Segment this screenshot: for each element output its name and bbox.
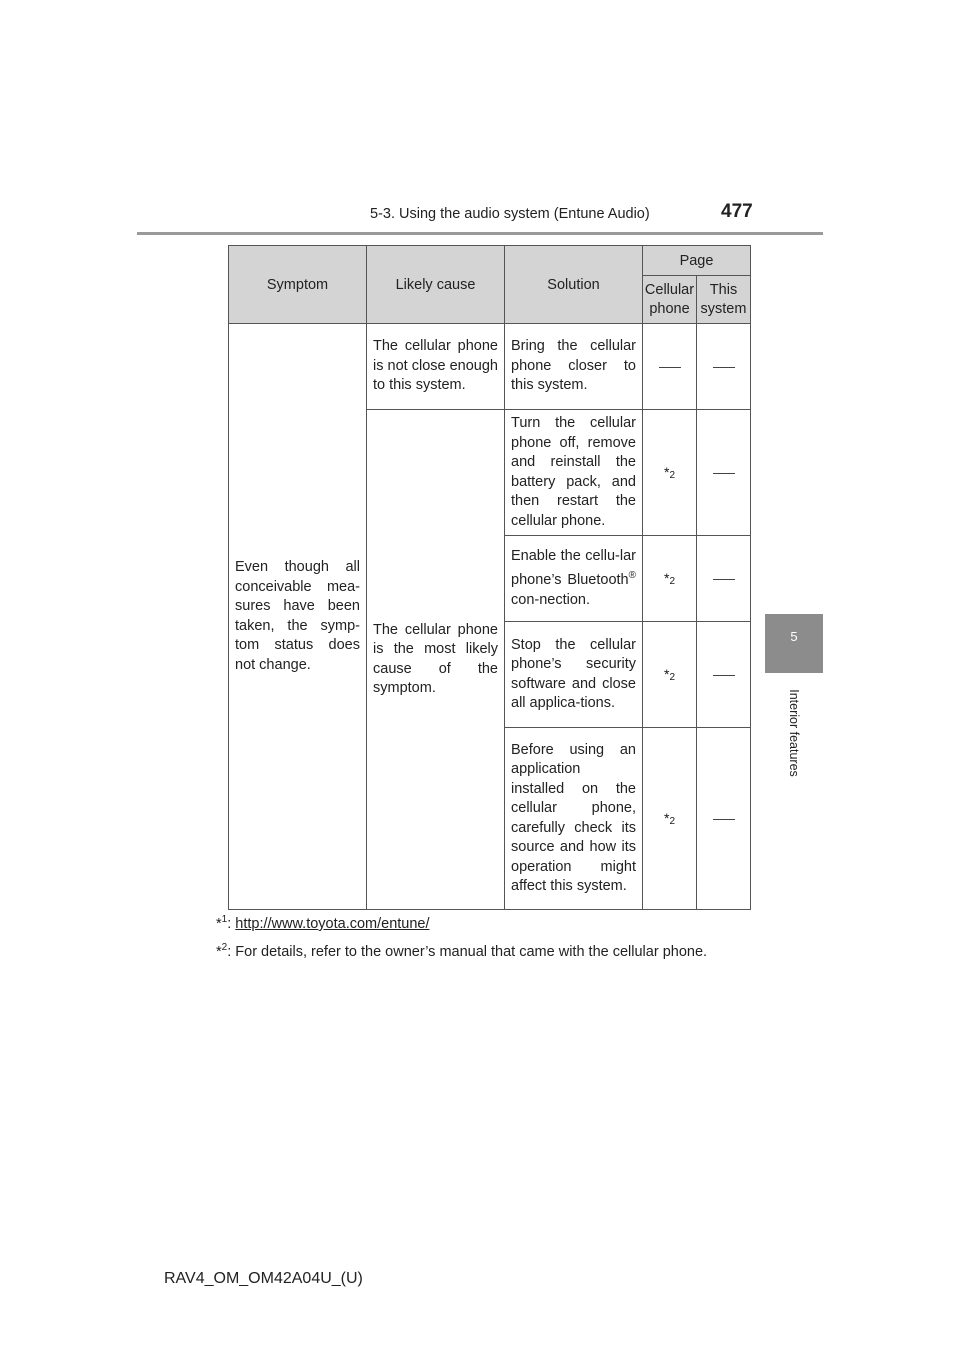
header-divider <box>137 232 823 235</box>
solution-cell-1: Bring the cellular phone closer to this system. <box>505 324 643 410</box>
footnote-ref: $*_2$ <box>663 810 675 827</box>
header-solution: Solution <box>505 246 643 324</box>
footnote-2: *$^2$: For details, refer to the owner’s manual that came with the cellular phone. <box>216 942 708 960</box>
cellular-page-3 <box>643 536 697 622</box>
footnote-1: *$^1$: http://www.toyota.com/entune/ <box>216 914 430 932</box>
header-page: Page <box>643 246 751 276</box>
cellular-page-1 <box>643 324 697 410</box>
system-page-2 <box>697 410 751 536</box>
header-likely-cause: Likely cause <box>367 246 505 324</box>
dash-mark <box>713 367 735 368</box>
chapter-label: Interior features <box>787 689 801 777</box>
cellular-page-5 <box>643 728 697 910</box>
footnote-ref: $*_2$ <box>663 666 675 683</box>
chapter-label-wrap <box>786 678 802 788</box>
section-title: 5-3. Using the audio system (Entune Audio) <box>370 206 650 222</box>
symptom-cell: Even though all conceivable mea-sures have been taken, the symp-tom status does not change. <box>229 324 367 910</box>
footnote-ref: $*_2$ <box>663 570 675 587</box>
document-code: RAV4_OM_OM42A04U_(U) <box>164 1270 363 1287</box>
system-page-4 <box>697 622 751 728</box>
dash-mark <box>713 819 735 820</box>
troubleshooting-table <box>228 245 751 910</box>
cellular-page-4 <box>643 622 697 728</box>
solution-cell-2: Turn the cellular phone off, remove and reinstall the battery pack, and then restart the cellular phone. <box>505 410 643 536</box>
page-number: 477 <box>721 201 753 222</box>
dash-mark <box>713 473 735 474</box>
dash-mark <box>713 675 735 676</box>
system-page-5 <box>697 728 751 910</box>
cause-cell-1: The cellular phone is not close enough to this system. <box>367 324 505 410</box>
solution-cell-5: Before using an application installed on the cellular phone, carefully check its source and how its operation might affect this system. <box>505 728 643 910</box>
system-page-3 <box>697 536 751 622</box>
cellular-page-2 <box>643 410 697 536</box>
cause-cell-2: The cellular phone is the most likely cause of the symptom. <box>367 410 505 910</box>
dash-mark <box>713 579 735 580</box>
chapter-tab <box>765 614 823 673</box>
entune-link[interactable]: http://www.toyota.com/entune/ <box>235 915 430 932</box>
header-symptom: Symptom <box>229 246 367 324</box>
footnote-ref: $*_2$ <box>663 464 675 481</box>
system-page-1 <box>697 324 751 410</box>
header-this-system: This system <box>697 276 751 324</box>
header-cellular-phone: Cellular phone <box>643 276 697 324</box>
dash-mark <box>659 367 681 368</box>
solution-cell-3: Enable the cellu-lar phone’s Bluetooth® con-nection. <box>505 536 643 622</box>
solution-cell-4: Stop the cellular phone’s security software and close all applica-tions. <box>505 622 643 728</box>
chapter-number: 5 <box>790 629 798 644</box>
